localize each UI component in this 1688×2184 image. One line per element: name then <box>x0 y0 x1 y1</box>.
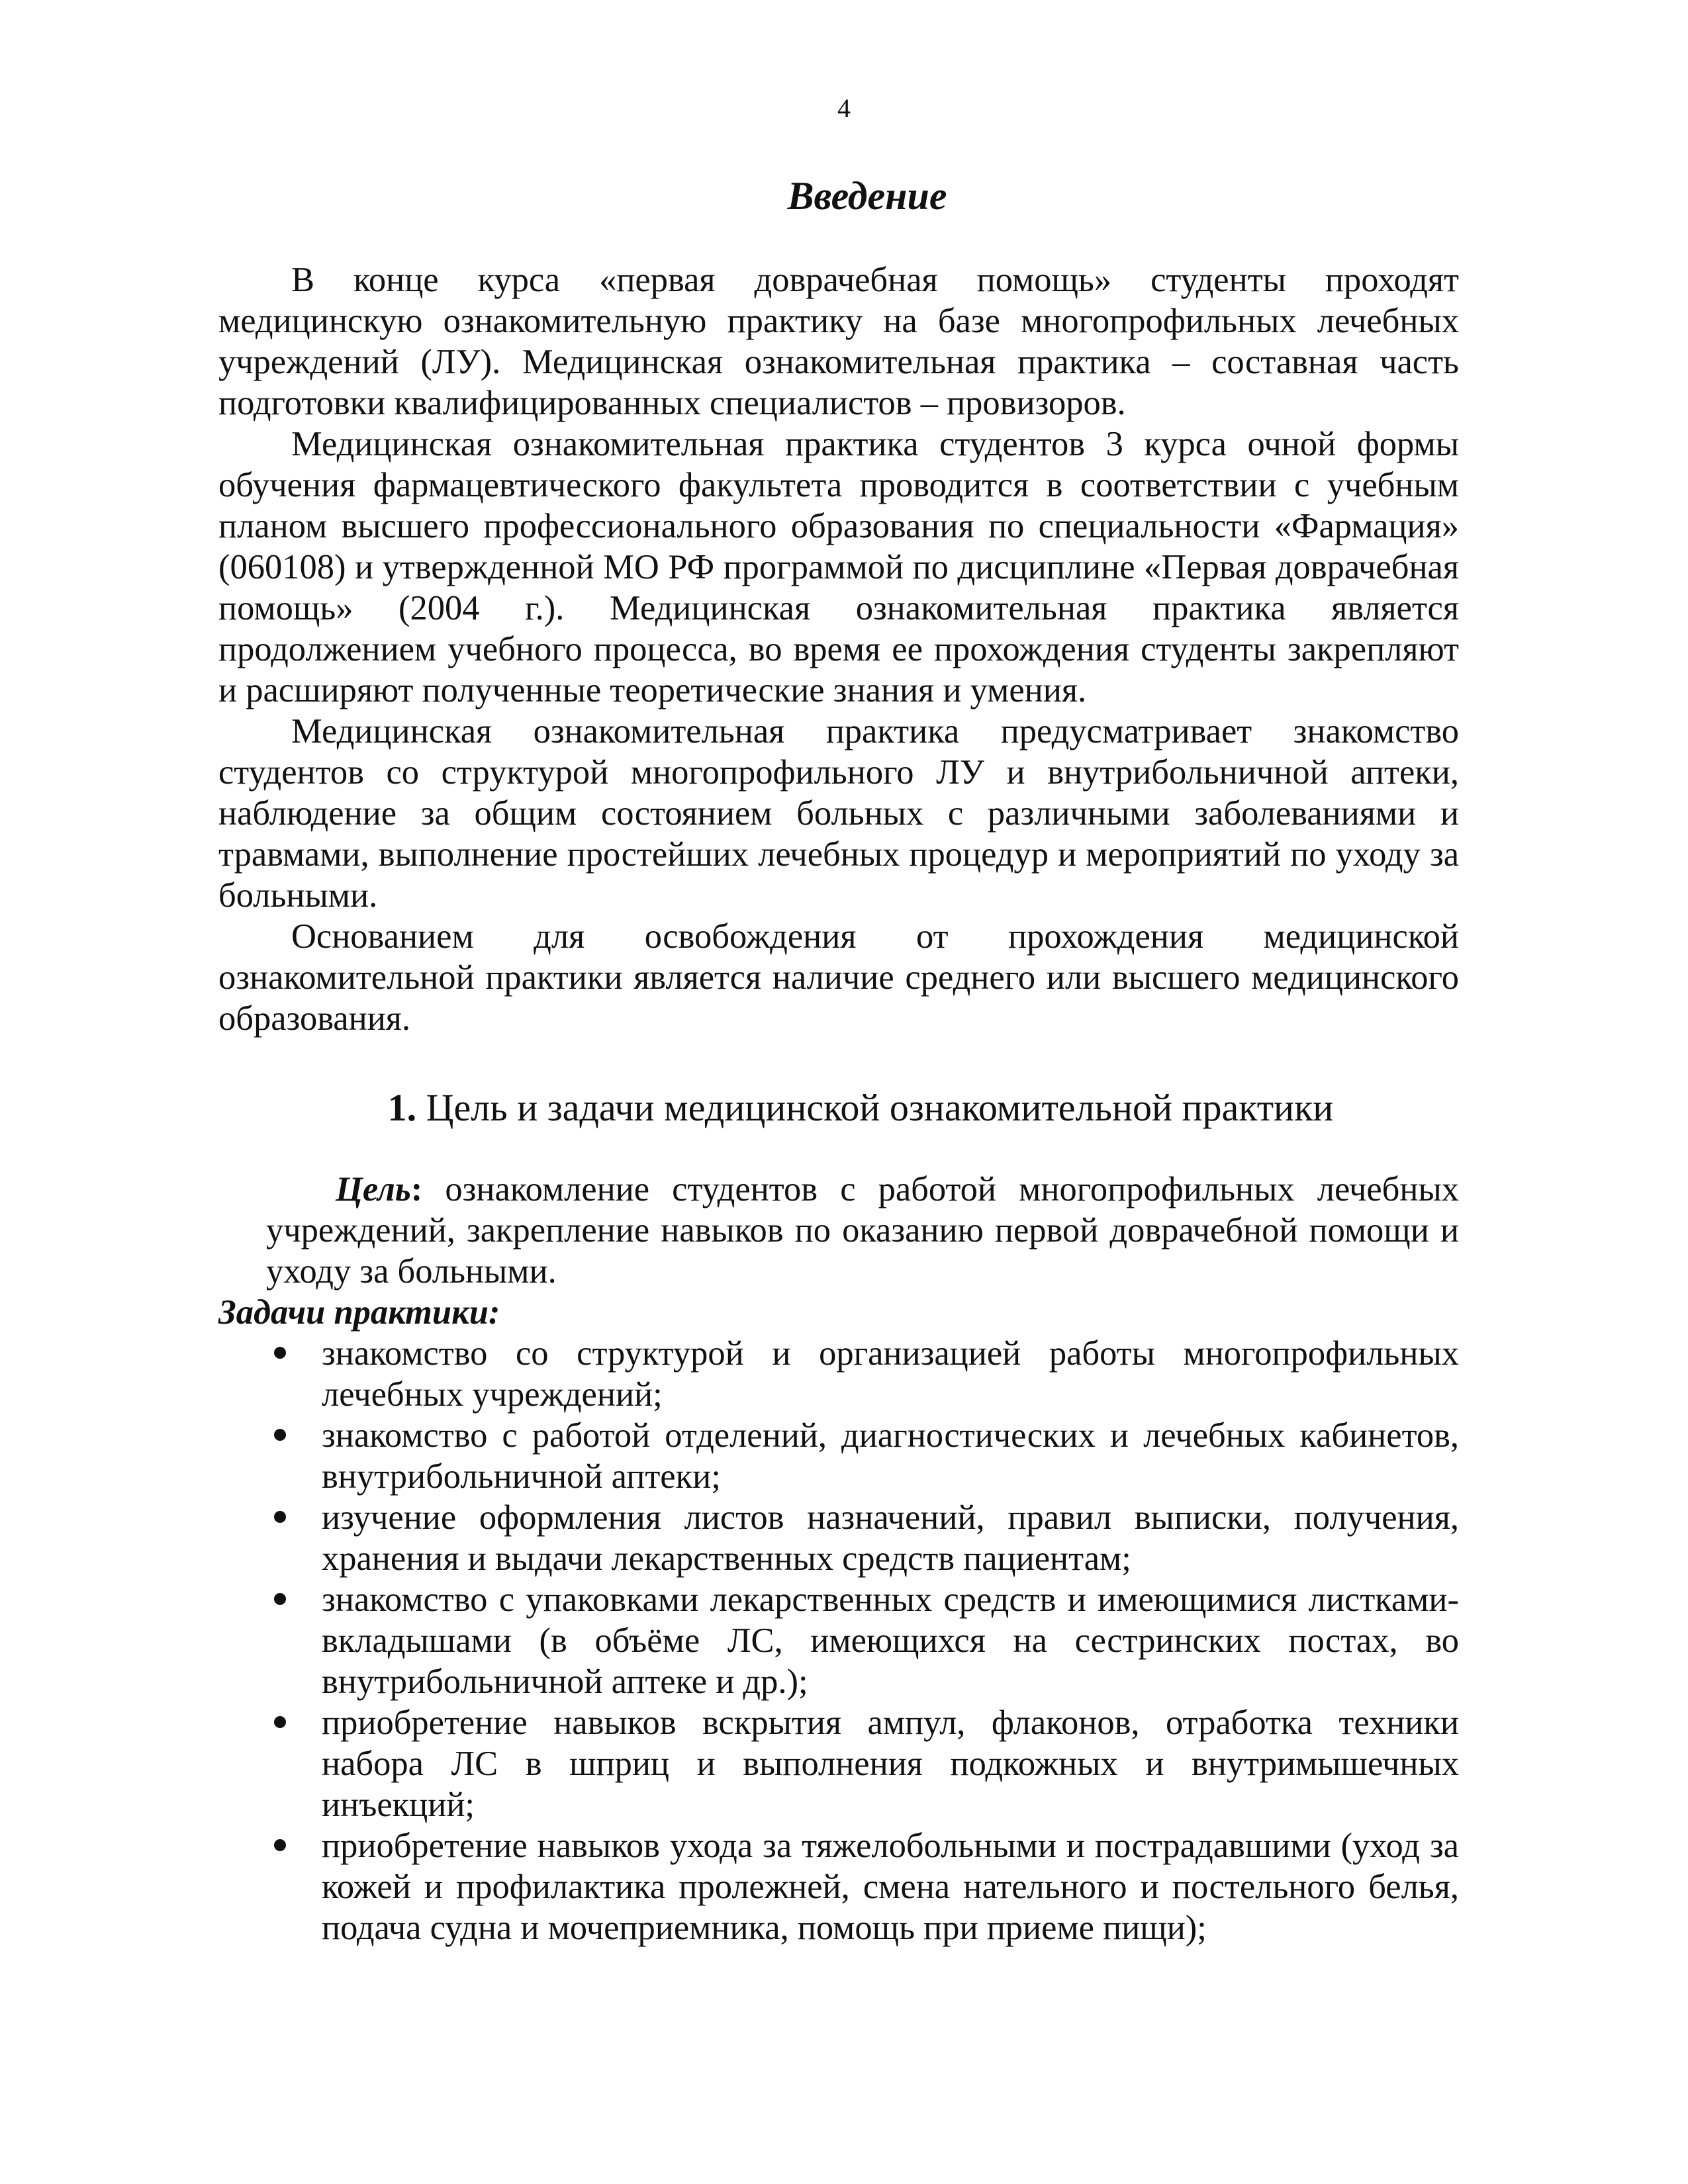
goal-colon: : <box>410 1170 423 1208</box>
section-1-title <box>0 1085 1688 1130</box>
task-text: знакомство со структурой и организацией работы многопрофильных лечебных учреждений; <box>322 1334 1459 1414</box>
intro-paragraph-3: Медицинская ознакомительная практика предусматривает знакомство студентов со структурой многопрофильного ЛУ и внутрибольничной аптеки, наблюдение за общим состоянием больных с различными заболеваниями и травмами, выполнение простейших лечебных процедур и мероприятий по уходу за больными. <box>218 712 1459 915</box>
intro-paragraph-4: Основанием для освобождения от прохождения медицинской ознакомительной практики является наличие среднего или высшего медицинского образования. <box>218 917 1459 1038</box>
task-text: знакомство с упаковками лекарственных средств и имеющимися листками-вкладышами (в объёме ЛС, имеющихся на сестринских постах, во внутрибольничной аптеке и др.); <box>322 1580 1459 1701</box>
task-item <box>270 1333 1459 1415</box>
task-item <box>270 1825 1459 1948</box>
goal-paragraph <box>266 1169 1459 1292</box>
task-text: приобретение навыков вскрытия ампул, флаконов, отработка техники набора ЛС в шприц и выполнения подкожных и внутримышечных инъекций; <box>322 1704 1459 1824</box>
bullet-icon <box>274 1511 286 1523</box>
goal-text: ознакомление студентов с работой многопрофильных лечебных учреждений, закрепление навыков по оказанию первой доврачебной помощи и уходу за больными. <box>266 1170 1459 1291</box>
intro-paragraph-1: В конце курса «первая доврачебная помощь» студенты проходят медицинскую ознакомительную практику на базе многопрофильных лечебных учреждений (ЛУ). Медицинская ознакомительная практика – составная часть подготовки квалифицированных специалистов – провизоров. <box>218 261 1459 422</box>
task-item <box>270 1497 1459 1579</box>
task-item <box>270 1415 1459 1497</box>
bullet-icon <box>274 1716 286 1728</box>
goal-label: Цель <box>336 1170 411 1208</box>
task-item <box>270 1702 1459 1825</box>
bullet-icon <box>274 1839 286 1851</box>
page-number: 4 <box>837 93 851 123</box>
intro-paragraph-2: Медицинская ознакомительная практика студентов 3 курса очной формы обучения фармацевтического факультета проводится в соответствии с учебным планом высшего профессионального образования по специальности «Фармация» (060108) и утвержденной МО РФ программой по дисциплине «Первая доврачебная помощь» (2004 г.). Медицинская ознакомительная практика является продолжением учебного процесса, во время ее прохождения студенты закрепляют и расширяют полученные теоретические знания и умения. <box>218 425 1459 709</box>
bullet-icon <box>274 1593 286 1605</box>
bullet-icon <box>274 1347 286 1359</box>
task-item <box>270 1579 1459 1702</box>
section-1-title-text: Цель и задачи медицинской ознакомительной практики <box>426 1086 1334 1129</box>
task-text: знакомство с работой отделений, диагностических и лечебных кабинетов, внутрибольничной аптеки; <box>322 1416 1459 1496</box>
task-text: изучение оформления листов назначений, правил выписки, получения, хранения и выдачи лекарственных средств пациентам; <box>322 1498 1459 1578</box>
tasks-heading: Задачи практики: <box>218 1293 500 1332</box>
task-text: приобретение навыков ухода за тяжелобольными и пострадавшими (уход за кожей и профилактика пролежней, смена нательного и постельного белья, подача судна и мочеприемника, помощь при приеме пищи); <box>322 1827 1459 1947</box>
bullet-icon <box>274 1429 286 1441</box>
section-1-number: 1. <box>387 1086 417 1129</box>
intro-body <box>218 259 1459 1039</box>
tasks-list <box>270 1333 1459 1948</box>
intro-heading: Введение <box>787 174 947 218</box>
